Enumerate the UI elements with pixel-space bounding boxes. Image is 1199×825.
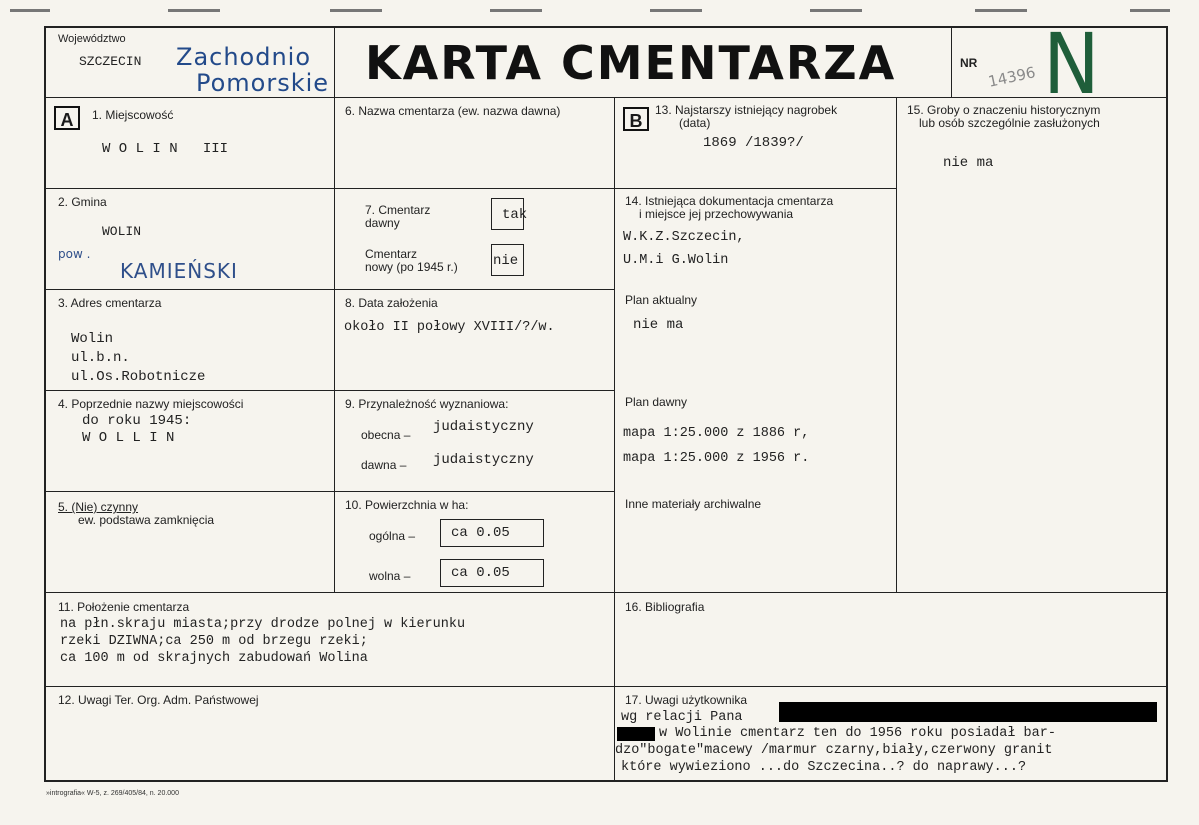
- field-13-label: 13. Najstarszy istniejący nagrobek: [655, 103, 838, 117]
- voivodeship-typed: SZCZECIN: [79, 54, 142, 69]
- field-11-line: ca 100 m od skrajnych zabudowań Wolina: [60, 651, 368, 666]
- field-2-label: 2. Gmina: [58, 195, 107, 209]
- field-10-area: [335, 492, 615, 593]
- field-9-label: 9. Przynależność wyznaniowa:: [345, 397, 509, 411]
- title-cell: [335, 28, 952, 98]
- field-8-founding-date: [335, 290, 615, 391]
- form-frame: [44, 15, 1168, 782]
- edge-mark: [330, 9, 382, 12]
- field-11-label: 11. Położenie cmentarza: [58, 600, 190, 614]
- field-7-label: nowy (po 1945 r.): [365, 260, 458, 274]
- field-17-line: które wywieziono ...do Szczecina..? do naprawy...?: [621, 760, 1027, 775]
- field-10-free-box: [440, 559, 544, 587]
- field-10-total-value: ca 0.05: [451, 525, 510, 541]
- edge-mark: [168, 9, 220, 12]
- field-10-free-label: wolna –: [369, 569, 411, 583]
- field-10-total-box: [440, 519, 544, 547]
- field-4-value: W O L L I N: [82, 430, 175, 446]
- field-6-cemetery-name: [335, 98, 615, 189]
- field-15-sublabel: lub osób szczególnie zasłużonych: [919, 116, 1100, 130]
- field-1-locality: [46, 98, 335, 189]
- field-2-commune: [46, 189, 335, 290]
- redaction-bar: [617, 727, 655, 741]
- field-3-line: ul.b.n.: [71, 350, 130, 366]
- field-12-admin-remarks: [46, 687, 615, 780]
- edge-mark: [10, 9, 50, 12]
- field-16-label: 16. Bibliografia: [625, 600, 705, 614]
- field-10-label: 10. Powierzchnia w ha:: [345, 498, 469, 512]
- nr-letter-stamp: N: [1043, 15, 1100, 113]
- field-3-label: 3. Adres cmentarza: [58, 296, 162, 310]
- field-17-line: w Wolinie cmentarz ten do 1956 roku posiadał bar-: [659, 726, 1056, 741]
- field-16-bibliography: [615, 593, 1166, 687]
- field-6-label: 6. Nazwa cmentarza (ew. nazwa dawna): [345, 104, 561, 118]
- field-1-label: 1. Miejscowość: [92, 108, 174, 122]
- field-7-old-box: [491, 198, 528, 230]
- plan-current-value: nie ma: [633, 317, 684, 333]
- printer-imprint: »intrografia« W-5, z. 269/405/84, n. 20.000: [46, 790, 179, 797]
- field-14-label: 14. Istniejąca dokumentacja cmentarza: [625, 194, 834, 208]
- edge-mark: [810, 9, 862, 12]
- field-10-total-label: ogólna –: [369, 529, 416, 543]
- field-4-value: do roku 1945:: [82, 413, 192, 429]
- nr-handwritten-number: 14396: [986, 63, 1038, 91]
- field-13-oldest-gravestone: [615, 98, 897, 189]
- other-materials-label: Inne materiały archiwalne: [625, 497, 762, 511]
- field-9-former-value: judaistyczny: [433, 452, 534, 468]
- field-4-label: 4. Poprzednie nazwy miejscowości: [58, 397, 244, 411]
- field-9-former-label: dawna –: [361, 458, 407, 472]
- field-8-value: około II połowy XVIII/?/w.: [344, 320, 555, 335]
- field-9-current-label: obecna –: [361, 428, 411, 442]
- field-9-denomination: [335, 391, 615, 492]
- section-b-marker: B: [623, 107, 649, 131]
- field-7-label: Cmentarz: [365, 247, 418, 261]
- field-2-value: WOLIN: [102, 224, 142, 239]
- section-a-marker: A: [54, 106, 80, 130]
- field-7-label: dawny: [365, 216, 400, 230]
- plan-current-label: Plan aktualny: [625, 293, 698, 307]
- edge-mark: [650, 9, 702, 12]
- field-7-cemetery-age: [335, 189, 615, 290]
- field-14-line: W.K.Z.Szczecin,: [623, 230, 745, 245]
- edge-mark: [1130, 9, 1170, 12]
- field-10-free-value: ca 0.05: [451, 565, 510, 581]
- redaction-bar: [779, 702, 1157, 722]
- field-5-sublabel: ew. podstawa zamknięcia: [78, 513, 215, 527]
- field-17-user-remarks: [615, 687, 1166, 780]
- field-15-label: 15. Groby o znaczeniu historycznym: [907, 103, 1101, 117]
- field-5-active: [46, 492, 335, 593]
- plan-old-line: mapa 1:25.000 z 1956 r.: [623, 451, 810, 466]
- voivodeship-label: Województwo: [58, 33, 126, 45]
- field-13-value: 1869 /1839?/: [703, 135, 804, 151]
- field-7-new-value: nie: [493, 253, 519, 269]
- field-8-label: 8. Data założenia: [345, 296, 438, 310]
- card-title: KARTA CMENTARZA: [365, 36, 897, 90]
- field-9-current-value: judaistyczny: [433, 419, 534, 435]
- field-14-sublabel: i miejsce jej przechowywania: [639, 207, 794, 221]
- field-11-line: rzeki DZIWNA;ca 250 m od brzegu rzeki;: [60, 634, 368, 649]
- plan-old-label: Plan dawny: [625, 395, 688, 409]
- edge-mark: [975, 9, 1027, 12]
- field-15-value: nie ma: [943, 155, 994, 171]
- field-4-former-names: [46, 391, 335, 492]
- field-3-line: Wolin: [71, 331, 114, 347]
- field-7-old-value: tak: [502, 207, 528, 223]
- field-7-new-box: [491, 244, 524, 276]
- nr-label: NR: [960, 56, 978, 70]
- plan-old-line: mapa 1:25.000 z 1886 r,: [623, 426, 810, 441]
- field-15-historic-graves: [897, 98, 1166, 593]
- field-17-line: dzo"bogate"macewy /marmur czarny,biały,czerwony granit: [615, 743, 1053, 758]
- field-11-location: [46, 593, 615, 687]
- field-13-sublabel: (data): [679, 116, 711, 130]
- voivodeship-handwritten-line1: Zachodnio: [176, 43, 312, 71]
- field-1-value: W O L I N III: [102, 141, 229, 157]
- field-3-address: [46, 290, 335, 391]
- voivodeship-cell: [46, 28, 335, 98]
- field-14-documentation: [615, 189, 897, 593]
- field-12-label: 12. Uwagi Ter. Org. Adm. Państwowej: [58, 693, 259, 707]
- field-11-line: na płn.skraju miasta;przy drodze polnej w kierunku: [60, 617, 466, 632]
- field-5-label: 5. (Nie) czynny: [58, 500, 139, 514]
- field-17-label: 17. Uwagi użytkownika: [625, 693, 748, 707]
- field-2-pow-label: pow .: [58, 247, 91, 261]
- field-17-line: wg relacji Pana: [621, 710, 743, 725]
- field-2-pow-value: KAMIEŃSKI: [120, 259, 238, 283]
- edge-mark: [490, 9, 542, 12]
- field-14-line: U.M.i G.Wolin: [623, 253, 729, 268]
- voivodeship-handwritten-line2: Pomorskie: [196, 69, 330, 97]
- field-7-label: 7. Cmentarz: [365, 203, 431, 217]
- field-3-line: ul.Os.Robotnicze: [71, 369, 206, 385]
